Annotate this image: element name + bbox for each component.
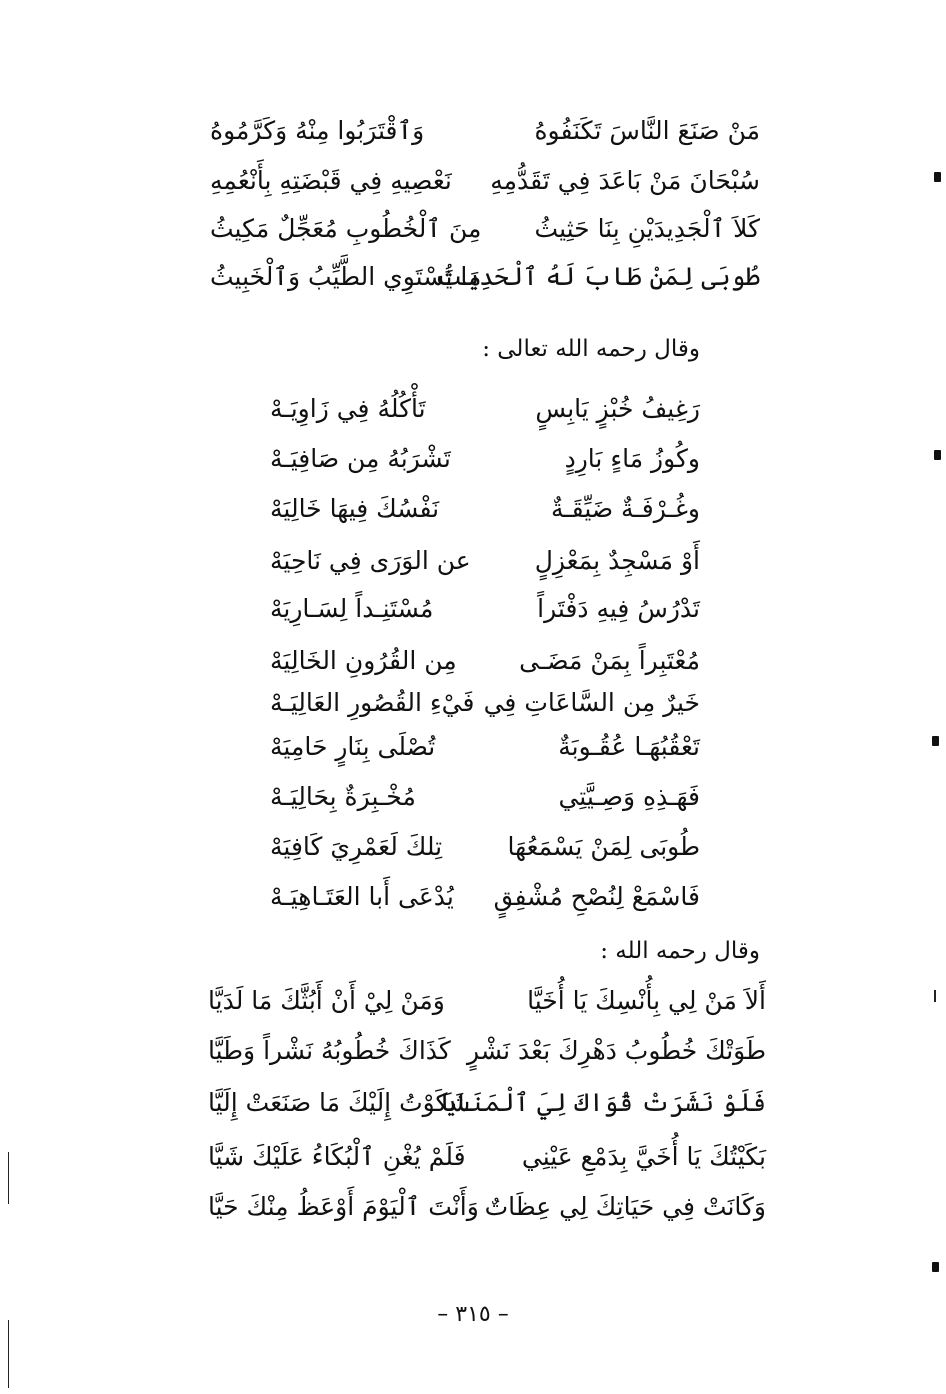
verse-second-hemistich: تَشْرَبُهُ مِن صَافِيَـهْ (270, 444, 451, 473)
verse-second-hemistich: عن الوَرَى فِي نَاحِيَهْ (270, 546, 471, 575)
verse-first-hemistich: وكُوزُ مَاءٍ بَارِدٍ (564, 444, 700, 473)
verse (270, 396, 700, 430)
verse-first-hemistich: رَغِيفُ خُبْزٍ يَابِسٍ (535, 394, 700, 423)
scan-edge-line (8, 1152, 9, 1204)
verse (208, 1038, 766, 1074)
page-number: – ٣١٥ – (437, 1302, 509, 1327)
margin-mark (932, 736, 939, 746)
verse-second-hemistich: مُخْـبِرَةٌ بِحَالِيَـهْ (270, 782, 416, 811)
verse-first-hemistich: بَكَيْتُكَ يَا أُخَيَّ بِدَمْعِ عَيْنِي (521, 1142, 766, 1171)
verse-second-hemistich: كَذَاكَ خُطُوبُهُ نَشْراً وَطَيَّا (208, 1036, 451, 1065)
margin-mark (934, 450, 941, 460)
verse-first-hemistich: سُبْحَانَ مَنْ بَاعَدَ فِي تَقَدُّمِهِ (490, 166, 760, 195)
verse (210, 118, 760, 152)
verse-second-hemistich: شَكَوْتُ إِلَيْكَ مَا صَنَعَتْ إِلَيَّا (208, 1088, 471, 1117)
verse (270, 690, 700, 724)
verse (270, 596, 700, 630)
verse-second-hemistich: وَأَنْتَ ٱلْيَوْمَ أَوْعَظُ مِنْكَ حَيَّا (208, 1192, 479, 1221)
verse-first-hemistich: فَهَـذِهِ وَصِـيَّتِي (558, 782, 700, 811)
verse (270, 548, 700, 582)
verse (270, 734, 700, 768)
verse-first-hemistich: مَنْ صَنَعَ النَّاسَ تَكَنَفُوهُ (534, 116, 760, 145)
verse-second-hemistich: يُدْعَى أَبا العَتَـاهِيَـهْ (270, 882, 454, 911)
verse (210, 264, 760, 298)
verse-second-hemistich: نَفْسُكَ فِيهَا خَالِيَهْ (270, 494, 440, 523)
verse-second-hemistich: مُسْتَنِـداً لِسَـارِيَهْ (270, 594, 434, 623)
verse-first-hemistich: كَلاَ ٱلْجَدِيدَيْنِ بِنَا حَثِيثُ (534, 214, 760, 243)
verse-second-hemistich: وَمَنْ لِيْ أَنْ أَبُثَّكَ مَا لَدَيَّا (208, 986, 445, 1015)
scan-edge-line (8, 1320, 9, 1388)
verse-second-hemistich: مِنَ ٱلْخُطُوبِ مُعَجِّلٌ مَكِيثُ (210, 214, 482, 243)
verse (270, 884, 700, 918)
verse-first-hemistich: وغُـرْفَـةٌ ضَيِّقَـةٌ (550, 494, 700, 523)
verse (270, 446, 700, 480)
verse-first-hemistich: فَلَوْ نَشَرَتْ قُوَاكَ لِيَ ٱلْمَنَايَا (441, 1088, 766, 1117)
verse-second-hemistich: فَيْءِ القُصُورِ العَالِيَـهْ (270, 688, 475, 717)
verse (210, 168, 760, 202)
verse-first-hemistich: فَاسْمَعْ لِنُصْحِ مُشْفِقٍ (493, 882, 700, 911)
verse-first-hemistich: طَوَتْكَ خُطُوبُ دَهْرِكَ بَعْدَ نَشْرٍ (467, 1036, 766, 1065)
verse-first-hemistich: طُوبَى لِمَنْ طَابَ لَهُ ٱلْحَدِيثُ (435, 262, 760, 291)
verse-first-hemistich: أَلاَ مَنْ لِي بِأُنْسِكَ يَا أُخَيَّا (527, 986, 766, 1015)
verse-first-hemistich: أَوْ مَسْجِدٌ بِمَعْزِلٍ (534, 546, 700, 575)
verse (208, 1144, 766, 1180)
verse (208, 1090, 766, 1126)
verse (270, 784, 700, 818)
verse-second-hemistich: وَٱقْتَرَبُوا مِنْهُ وَكَرَّمُوهُ (210, 116, 425, 145)
margin-mark (934, 990, 936, 1002)
verse (270, 834, 700, 868)
verse-second-hemistich: مَا يَسْتَوِي الطَّيِّبُ وَٱلْخَبِيثُ (210, 262, 482, 291)
verse-second-hemistich: تَأْكُلُهُ فِي زَاوِيَـهْ (270, 394, 426, 423)
verse-second-hemistich: تِلكَ لَعَمْرِيَ كَافِيَهْ (270, 832, 443, 861)
verse-first-hemistich: خَيرٌ مِن السَّاعَاتِ فِي (483, 688, 700, 717)
margin-mark (934, 172, 941, 182)
verse-second-hemistich: فَلَمْ يُغْنِ ٱلْبُكَاءُ عَلَيْكَ شَيَّا (208, 1142, 466, 1171)
verse-first-hemistich: وَكَانَتْ فِي حَيَاتِكَ لِي عِظَاتٌ (484, 1192, 766, 1221)
verse-second-hemistich: مِن القُرُونِ الخَالِيَهْ (270, 646, 457, 675)
verse-first-hemistich: طُوبَى لِمَنْ يَسْمَعُهَا (507, 832, 700, 861)
verse (208, 988, 766, 1024)
verse (270, 496, 700, 530)
verse (208, 1194, 766, 1230)
section-heading: وقال رحمه الله تعالى : (482, 336, 700, 362)
margin-mark (932, 1262, 939, 1272)
verse (210, 216, 760, 250)
verse-first-hemistich: مُعْتَبِراً بِمَنْ مَضَـى (519, 646, 700, 675)
verse-second-hemistich: نَعْصِيهِ فِي قَبْضَتِهِ بِأَنْعُمِهِ (210, 166, 452, 195)
section-heading: وقال رحمه الله : (600, 938, 760, 964)
verse (270, 648, 700, 682)
verse-first-hemistich: تَدْرُسُ فِيهِ دَفْتَراً (537, 594, 700, 623)
verse-second-hemistich: تُصْلَى بِنَارٍ حَامِيَهْ (270, 732, 436, 761)
verse-first-hemistich: تَعْقُبُهَـا عُقُـوبَةٌ (558, 732, 700, 761)
